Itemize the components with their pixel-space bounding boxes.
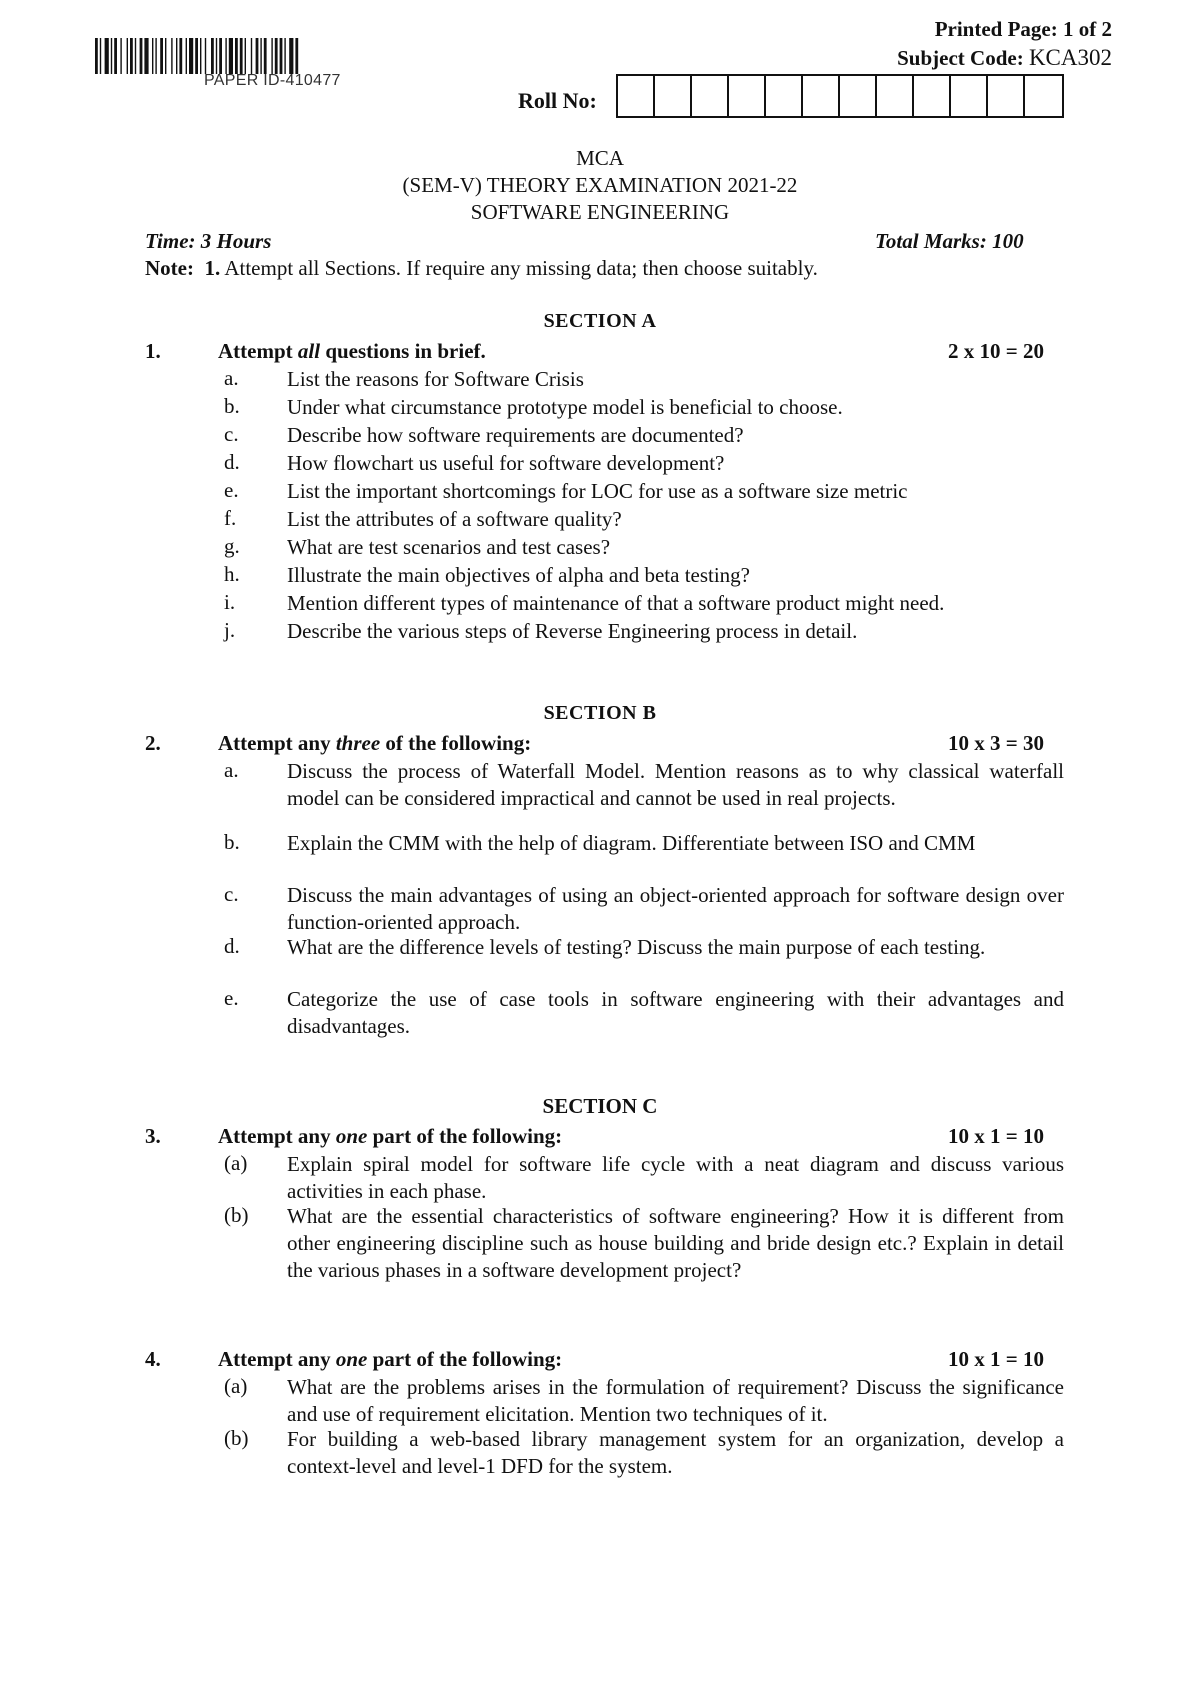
question-item-label: (a) xyxy=(224,1151,248,1175)
barcode-bar xyxy=(219,38,222,74)
roll-no-box[interactable] xyxy=(877,76,914,116)
subject-code-value: KCA302 xyxy=(1028,45,1112,70)
barcode-bar xyxy=(200,38,201,74)
barcode-bar xyxy=(216,38,217,74)
question-item-label: i. xyxy=(224,590,236,614)
question-item-text: Discuss the process of Waterfall Model. Mention reasons as to why classical waterfall model can be considered impractical and cannot be used in real projects. xyxy=(287,759,1064,810)
exam-title: (SEM-V) THEORY EXAMINATION 2021-22 xyxy=(402,173,798,197)
question-3-instruction: Attempt any one part of the following: xyxy=(218,1124,563,1148)
question-item-text: Explain spiral model for software life cycle with a neat diagram and discuss various activities in each phase. xyxy=(287,1152,1064,1203)
barcode-bar xyxy=(245,38,246,74)
question-item-label: f. xyxy=(224,506,237,530)
question-item-text: List the attributes of a software quality? xyxy=(287,507,622,531)
question-item-text: Describe how software requirements are documented? xyxy=(287,423,744,447)
barcode-bar xyxy=(165,38,166,74)
subject-title: SOFTWARE ENGINEERING xyxy=(470,200,730,224)
note-text: Attempt all Sections. If require any missing data; then choose suitably. xyxy=(224,256,818,280)
paper-id: PAPER ID-410477 xyxy=(204,72,341,89)
barcode-bar xyxy=(264,38,267,74)
barcode-bar xyxy=(160,38,163,74)
question-item-label: (b) xyxy=(224,1203,249,1227)
question-item-text: Illustrate the main objectives of alpha and beta testing? xyxy=(287,563,751,587)
barcode-bar xyxy=(284,38,285,74)
question-4-marks: 10 x 1 = 10 xyxy=(948,1347,1044,1371)
roll-no-box[interactable] xyxy=(655,76,692,116)
roll-no-box[interactable] xyxy=(988,76,1025,116)
question-item-label: a. xyxy=(224,758,239,782)
barcode-bar xyxy=(256,38,259,74)
question-item-label: g. xyxy=(224,534,240,558)
barcode-bar xyxy=(120,38,121,74)
barcode-bar xyxy=(195,38,198,74)
question-item-label: d. xyxy=(224,450,240,474)
question-item-text: List the reasons for Software Crisis xyxy=(287,367,584,391)
roll-no-box[interactable] xyxy=(840,76,877,116)
note-label: Note: xyxy=(145,256,194,280)
barcode-bar xyxy=(111,38,112,74)
question-item-label: c. xyxy=(224,422,239,446)
barcode-bar xyxy=(251,38,252,74)
barcode-bar xyxy=(225,38,226,74)
question-item-text: What are the essential characteristics of software engineering? How it is different from other engineering discipline such as house building and bride design etc.? Explain in detail the various phases in a software development project? xyxy=(287,1204,1064,1282)
roll-no-box[interactable] xyxy=(803,76,840,116)
total-marks: Total Marks: 100 xyxy=(875,229,1024,253)
barcode-bar xyxy=(130,38,133,74)
barcode-bar xyxy=(105,38,109,74)
question-4-number: 4. xyxy=(145,1347,161,1371)
barcode-bar xyxy=(144,38,148,74)
barcode-bar xyxy=(155,38,156,74)
question-1-instruction: Attempt all questions in brief. xyxy=(218,339,486,363)
question-2-number: 2. xyxy=(145,731,161,755)
barcode-bar xyxy=(140,38,143,74)
question-item-text: What are the difference levels of testing? Discuss the main purpose of each testing. xyxy=(287,935,986,959)
question-item-text: Explain the CMM with the help of diagram. Differentiate between ISO and CMM xyxy=(287,831,976,855)
roll-no-box[interactable] xyxy=(1025,76,1062,116)
roll-no-box[interactable] xyxy=(618,76,655,116)
question-item-label: j. xyxy=(224,618,236,642)
question-item-label: (b) xyxy=(224,1426,249,1450)
barcode-bar xyxy=(295,38,298,74)
section-a-title: SECTION A xyxy=(543,310,657,332)
barcode-bar xyxy=(240,38,243,74)
question-item-text: Describe the various steps of Reverse Engineering process in detail. xyxy=(287,619,858,643)
roll-no-boxes[interactable] xyxy=(616,74,1064,118)
question-item-label: e. xyxy=(224,478,239,502)
question-item-label: b. xyxy=(224,394,240,418)
section-c-title: SECTION C xyxy=(542,1094,658,1118)
question-item-text: What are test scenarios and test cases? xyxy=(287,535,611,559)
question-item-label: (a) xyxy=(224,1374,248,1398)
barcode-bar xyxy=(235,38,238,74)
barcode-bar xyxy=(135,38,136,74)
question-item-label: h. xyxy=(224,562,240,586)
barcode-bar xyxy=(186,38,187,74)
barcode-bar xyxy=(211,38,214,74)
barcode-bar xyxy=(189,38,193,74)
question-item-text: Discuss the main advantages of using an object-oriented approach for software design over function-oriented approach. xyxy=(287,883,1064,934)
question-3-marks: 10 x 1 = 10 xyxy=(948,1124,1044,1148)
barcode-bar xyxy=(171,38,172,74)
barcode-bar xyxy=(95,38,98,74)
question-item-text: What are the problems arises in the formulation of requirement? Discuss the significance and use of requirement elicitation. Mention two techniques of it. xyxy=(287,1375,1064,1426)
barcode-bar xyxy=(271,38,272,74)
question-2-marks: 10 x 3 = 30 xyxy=(948,731,1044,755)
barcode-bar xyxy=(127,38,128,74)
question-item-text: Categorize the use of case tools in software engineering with their advantages and disadvantages. xyxy=(287,987,1064,1038)
printed-page: Printed Page: 1 of 2 xyxy=(934,17,1112,41)
barcode-bar xyxy=(179,38,182,74)
roll-no-box[interactable] xyxy=(766,76,803,116)
question-item-text: Under what circumstance prototype model is beneficial to choose. xyxy=(287,395,843,419)
question-1-marks: 2 x 10 = 20 xyxy=(948,339,1044,363)
question-item-text: List the important shortcomings for LOC for use as a software size metric xyxy=(287,479,908,503)
question-3-number: 3. xyxy=(145,1124,161,1148)
barcode-bar xyxy=(205,38,206,74)
subject-code-label: Subject Code: xyxy=(897,46,1024,70)
question-item-text: Mention different types of maintenance of that a software product might need. xyxy=(287,591,945,615)
question-item-label: e. xyxy=(224,986,239,1010)
question-item-text: How flowchart us useful for software development? xyxy=(287,451,725,475)
question-item-label: b. xyxy=(224,830,240,854)
barcode-bar xyxy=(229,38,233,74)
note xyxy=(145,256,818,281)
program-title: MCA xyxy=(576,146,624,170)
question-item-label: d. xyxy=(224,934,240,958)
barcode-bar xyxy=(114,38,117,74)
note-number: 1. xyxy=(204,256,221,280)
roll-no-box[interactable] xyxy=(951,76,988,116)
roll-no-box[interactable] xyxy=(692,76,729,116)
section-b-title: SECTION B xyxy=(543,702,657,724)
barcode-bar xyxy=(100,38,101,74)
question-2-instruction: Attempt any three of the following: xyxy=(218,731,532,755)
roll-no-box[interactable] xyxy=(914,76,951,116)
barcode-bar xyxy=(176,38,177,74)
roll-no-box[interactable] xyxy=(729,76,766,116)
question-item-label: c. xyxy=(224,882,239,906)
question-item-text: For building a web-based library management system for an organization, develop a context-level and level-1 DFD for the system. xyxy=(287,1427,1064,1478)
question-1-number: 1. xyxy=(145,339,161,363)
exam-time: Time: 3 Hours xyxy=(145,229,272,253)
barcode-bar xyxy=(275,38,278,74)
roll-no-label: Roll No: xyxy=(518,88,597,113)
barcode xyxy=(95,38,457,74)
question-4-instruction: Attempt any one part of the following: xyxy=(218,1347,563,1371)
subject-code xyxy=(897,45,1112,71)
question-item-label: a. xyxy=(224,366,239,390)
barcode-bar xyxy=(289,38,293,74)
barcode-bar xyxy=(280,38,283,74)
barcode-bar xyxy=(152,38,153,74)
barcode-bar xyxy=(260,38,261,74)
